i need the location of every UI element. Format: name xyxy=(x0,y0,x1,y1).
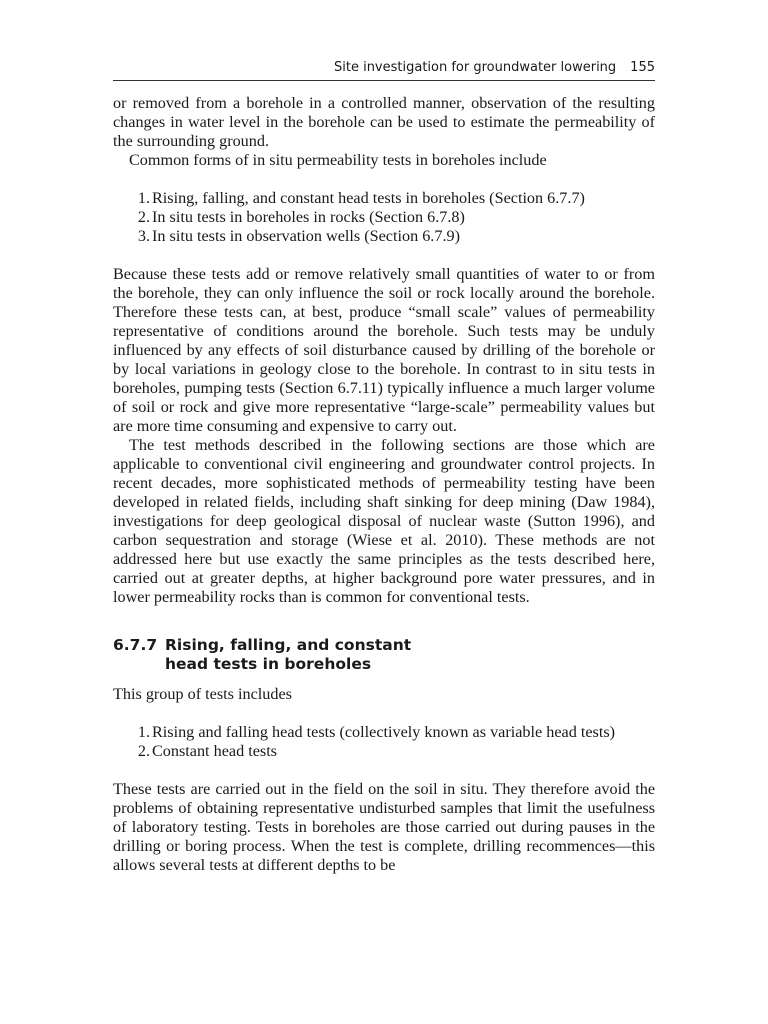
paragraph: Because these tests add or remove relatively small quantities of water to or from the borehole, they can only influence the soil or rock locally around the borehole. Therefore these tests can, at best, produce “small scale” values of permeability representative of conditions around the borehole. Such tests may be unduly influenced by any effects of soil disturbance caused by drilling of the borehole or by local variations in geology close to the borehole. In contrast to in situ tests in boreholes, pumping tests (Section 6.7.11) typically influence a much larger volume of soil or rock and give more representative “large-scale” permeability values but are more time consuming and expensive to carry out. xyxy=(113,265,655,435)
list-item xyxy=(137,742,655,761)
section-number: 6.7.7 xyxy=(113,636,158,654)
list-item xyxy=(137,189,655,208)
section-heading xyxy=(113,636,655,674)
numbered-list xyxy=(113,723,655,761)
list-number: 2. xyxy=(137,208,150,226)
paragraph: This group of tests includes xyxy=(113,685,292,703)
paragraph: Common forms of in situ permeability tests in boreholes include xyxy=(129,151,547,169)
list-number: 1. xyxy=(137,723,150,741)
running-title: Site investigation for groundwater lowering xyxy=(333,60,617,75)
paragraph: or removed from a borehole in a controlled manner, observation of the resulting changes in water level in the borehole can be used to estimate the permeability of the surrounding ground. xyxy=(113,94,655,150)
list-item-text: Rising, falling, and constant head tests in boreholes (Section 6.7.7) xyxy=(152,189,585,207)
list-item-text: Constant head tests xyxy=(152,742,277,760)
section-title: Rising, falling, and constant head tests in boreholes xyxy=(165,636,412,673)
body-text xyxy=(113,94,655,875)
list-item-text: Rising and falling head tests (collectively known as variable head tests) xyxy=(152,723,616,741)
page-number: 155 xyxy=(630,60,655,75)
list-number: 2. xyxy=(137,742,150,760)
list-item xyxy=(137,723,655,742)
list-item xyxy=(137,227,655,246)
list-number: 3. xyxy=(137,227,150,245)
list-item xyxy=(137,208,655,227)
paragraph: The test methods described in the following sections are those which are applicable to conventional civil engineering and groundwater control projects. In recent decades, more sophisticated methods of permeability testing have been developed in related fields, including shaft sinking for deep mining (Daw 1984), investigations for deep geological disposal of nuclear waste (Sutton 1996), and carbon sequestration and storage (Wiese et al. 2010). These methods are not addressed here but use exactly the same principles as the tests described here, carried out at greater depths, at higher background pore water pressures, and in lower permeability rocks than is common for conventional tests. xyxy=(113,436,655,606)
running-header xyxy=(113,60,655,81)
list-item-text: In situ tests in observation wells (Section 6.7.9) xyxy=(152,227,460,245)
paragraph: These tests are carried out in the field on the soil in situ. They therefore avoid the problems of obtaining representative undisturbed samples that limit the usefulness of laboratory testing. Tests in boreholes are those carried out during pauses in the drilling or boring process. When the test is complete, drilling recommences—this allows several tests at different depths to be xyxy=(113,780,655,874)
numbered-list xyxy=(113,189,655,246)
list-number: 1. xyxy=(137,189,150,207)
list-item-text: In situ tests in boreholes in rocks (Section 6.7.8) xyxy=(152,208,465,226)
page xyxy=(113,60,655,875)
